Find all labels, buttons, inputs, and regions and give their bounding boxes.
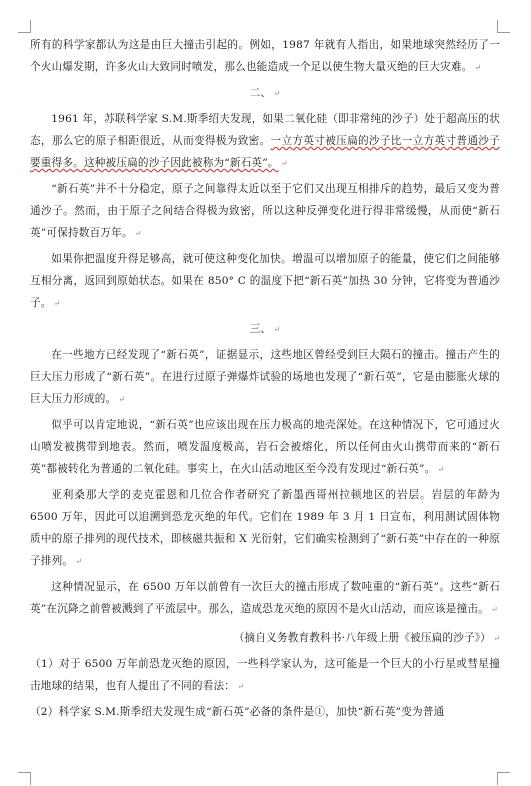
paragraph-4: 在一些地方已经发现了“新石英”，证据显示，这些地区曾经受到巨大陨石的撞击。撞击产生的巨大压力形成了“新石英”。在进行过原子弹爆炸试验的场地也发现了“新石英”，它是由膨胀火球的巨大压力形成的。 ↵ xyxy=(30,349,500,405)
question-2: （2）科学家 S.M.斯季绍夫发现生成“新石英”必备的条件是①，加快“新石英”变为普通 xyxy=(30,706,445,718)
paragraph-6: 亚利桑那大学的麦克霍恩和几位合作者研究了新墨西哥州拉顿地区的岩层。岩层的年龄为 6500 万年，因此可以追溯到恐龙灭绝的年代。它们在 1989 年 3 月 1 日宣布，利用测试固体物质中的原子排列的现代技术，即核磁共振和 X 光衍射，它们确实检测到了“新石英”中存在的一种原子排列。 ↵ xyxy=(30,489,500,567)
paragraph-mark-icon: ↵ xyxy=(273,89,281,98)
paragraph-5: 似乎可以肯定地说，“新石英”也应该出现在压力极高的地壳深处。在这种情况下，它可通过火山喷发被携带到地表。然而，喷发温度极高，岩石会被熔化，所以任何由火山携带而来的“新石英”都被转化为普通的二氧化硅。事实上，在火山活动地区至今没有发现过“新石英”。 ↵ xyxy=(30,419,500,475)
paragraph-3: 如果你把温度升得足够高，就可使这种变化加快。增温可以增加原子的能量，使它们之间能够互相分离，返回到原始状态。如果在 850° C 的温度下把“新石英”加热 30 分钟，它将变为普通沙子。 ↵ xyxy=(30,253,500,309)
paragraph-mark-icon: ↵ xyxy=(490,605,498,614)
paragraph-mark-icon: ↵ xyxy=(474,63,482,72)
paragraph-mark-icon: ↵ xyxy=(237,682,244,691)
paragraph-0: 所有的科学家都认为这是由巨大撞击引起的。例如，1987 年就有人指出，如果地球突然经历了一个火山爆发期，许多火山大致同时喷发，那么也能造成一个足以使生物大量灭绝的巨大灾难。 ↵ xyxy=(30,39,500,73)
crop-mark-top-right xyxy=(497,20,510,33)
paragraph-mark-icon: ↵ xyxy=(437,465,445,474)
paragraph-mark-icon: ↵ xyxy=(75,557,83,566)
crop-mark-bottom-left xyxy=(18,772,31,785)
crop-mark-top-left xyxy=(18,20,31,33)
paragraph-mark-icon: ↵ xyxy=(273,325,281,334)
source-citation: （摘自义务教育教科书·八年级上册《被压扁的沙子》） ↵ xyxy=(233,632,500,644)
document-body xyxy=(30,34,500,723)
paragraph-mark-icon: ↵ xyxy=(134,229,142,238)
paragraph-1: 1961 年，苏联科学家 S.M.斯季绍夫发现，如果二氧化硅（即非常纯的沙子）处于超高压的状态，那么它的原子相距很近，从而变得极为致密。一立方英寸被压扁的沙子比一立方英寸普通沙子要重得多。这种被压扁的沙子因此被称为“新石英”。 ↵ xyxy=(30,113,500,169)
paragraph-mark-icon: ↵ xyxy=(118,395,126,404)
paragraph-mark-icon: ↵ xyxy=(280,159,288,168)
crop-mark-bottom-right xyxy=(497,772,510,785)
paragraph-mark-icon: ↵ xyxy=(493,634,500,643)
section-heading-3: 三、 ↵ xyxy=(249,323,281,335)
question-1: （1）对于 6500 万年前恐龙灭绝的原因，一些科学家认为，这可能是一个巨大的小行星或彗星撞击地球的结果，也有人提出了不同的看法： ↵ xyxy=(30,658,500,692)
section-heading-2: 二、 ↵ xyxy=(249,87,281,99)
spellcheck-underlined-text: 一立方英寸被压扁的沙子比一立方英寸普通沙子要重得多。这种被压扁的沙子因此被称为“新石英”。 xyxy=(30,135,500,169)
paragraph-mark-icon: ↵ xyxy=(53,299,61,308)
paragraph-7: 这种情况显示，在 6500 万年以前曾有一次巨大的撞击形成了数吨重的“新石英”。这些“新石英”在沉降之前曾被溅到了平流层中。那么，造成恐龙灭绝的原因不是火山活动，而应该是撞击。 ↵ xyxy=(30,581,500,615)
paragraph-2: “新石英”并不十分稳定，原子之间靠得太近以至于它们又出现互相排斥的趋势，最后又变为普通沙子。然而，由于原子之间结合得极为致密，所以这种反弹变化进行得非常缓慢，从而使“新石英”可保持数百万年。 ↵ xyxy=(30,183,500,239)
